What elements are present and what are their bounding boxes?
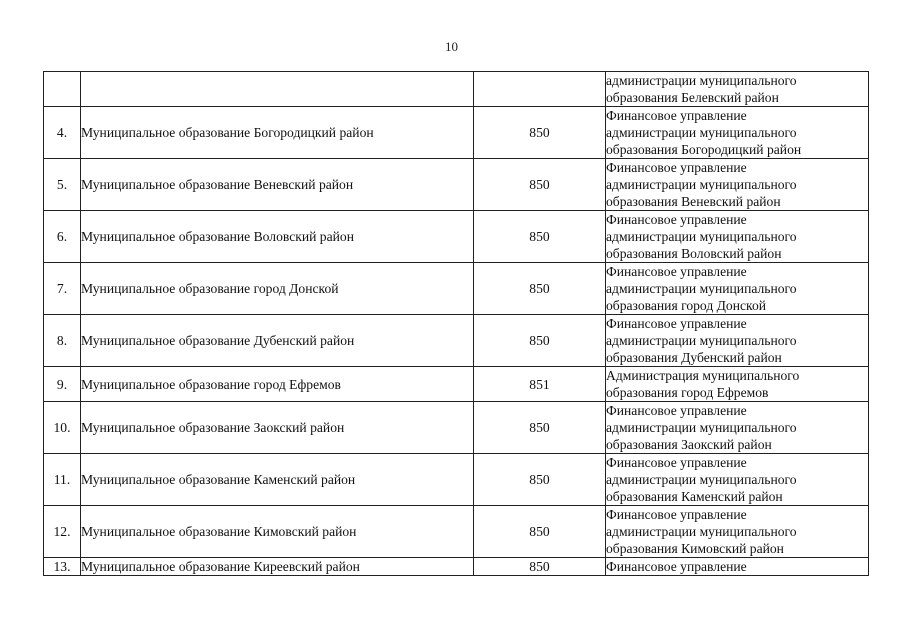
row-number: 6. [44,211,81,263]
org-line: образования Богородицкий район [606,142,802,157]
org-line: администрации муниципального [606,281,797,296]
municipality-name: Муниципальное образование Веневский район [81,159,474,211]
org-line: администрации муниципального [606,229,797,244]
org-line: образования город Донской [606,298,767,313]
budget-code: 850 [474,402,606,454]
org-line: администрации муниципального [606,472,797,487]
budget-code: 850 [474,211,606,263]
org-line: Финансовое управление [606,316,747,331]
org-line: образования Кимовский район [606,541,784,556]
org-line: образования Дубенский район [606,350,782,365]
cell-number [44,72,81,107]
municipality-name: Муниципальное образование Кимовский район [81,506,474,558]
org-line: образования Белевский район [606,90,779,105]
table-row [44,107,869,159]
cell-organization [606,72,869,107]
org-line: Финансовое управление [606,160,747,175]
org-line: Финансовое управление [606,264,747,279]
org-line: Финансовое управление [606,212,747,227]
page-number: 10 [445,39,458,54]
municipal-table [43,71,869,576]
org-line: администрации муниципального [606,125,797,140]
cell-code [474,72,606,107]
row-number: 4. [44,107,81,159]
municipality-name: Муниципальное образование Воловский район [81,211,474,263]
row-number: 5. [44,159,81,211]
budget-code: 850 [474,506,606,558]
org-line: образования Веневский район [606,194,781,209]
administrator-org [606,263,869,315]
table-row [44,367,869,402]
table-row [44,159,869,211]
administrator-org [606,558,869,576]
row-number: 9. [44,367,81,402]
table-row [44,211,869,263]
administrator-org [606,107,869,159]
row-number: 12. [44,506,81,558]
org-line: администрации муниципального [606,524,797,539]
org-line: образования Воловский район [606,246,782,261]
org-line: Финансовое управление [606,507,747,522]
org-line: образования Заокский район [606,437,772,452]
budget-code: 850 [474,107,606,159]
org-line: Финансовое управление [606,403,747,418]
municipality-name: Муниципальное образование Каменский район [81,454,474,506]
municipality-name: Муниципальное образование Богородицкий район [81,107,474,159]
budget-code: 850 [474,558,606,576]
budget-code: 850 [474,159,606,211]
municipality-name: Муниципальное образование Заокский район [81,402,474,454]
administrator-org [606,211,869,263]
org-line: Финансовое управление [606,559,747,574]
org-line: администрации муниципального [606,177,797,192]
budget-code: 850 [474,315,606,367]
budget-code: 850 [474,454,606,506]
org-line: администрации муниципального [606,420,797,435]
budget-code: 850 [474,263,606,315]
row-number: 8. [44,315,81,367]
org-line: администрации муниципального [606,73,797,88]
table-row [44,263,869,315]
administrator-org [606,402,869,454]
org-line: образования Каменский район [606,489,783,504]
org-line: Администрация муниципального [606,368,800,383]
table-row [44,315,869,367]
table-row [44,402,869,454]
org-line: администрации муниципального [606,333,797,348]
municipality-name: Муниципальное образование Киреевский район [81,558,474,576]
administrator-org [606,159,869,211]
administrator-org [606,367,869,402]
org-line: Финансовое управление [606,108,747,123]
cell-municipality [81,72,474,107]
table-row [44,454,869,506]
municipality-name: Муниципальное образование город Донской [81,263,474,315]
municipality-name: Муниципальное образование город Ефремов [81,367,474,402]
continuation-row [44,72,869,107]
org-line: Финансовое управление [606,455,747,470]
municipality-name: Муниципальное образование Дубенский район [81,315,474,367]
org-line: образования город Ефремов [606,385,769,400]
table-row [44,558,869,576]
row-number: 13. [44,558,81,576]
administrator-org [606,454,869,506]
row-number: 11. [44,454,81,506]
administrator-org [606,315,869,367]
table-row [44,506,869,558]
row-number: 10. [44,402,81,454]
budget-code: 851 [474,367,606,402]
row-number: 7. [44,263,81,315]
administrator-org [606,506,869,558]
